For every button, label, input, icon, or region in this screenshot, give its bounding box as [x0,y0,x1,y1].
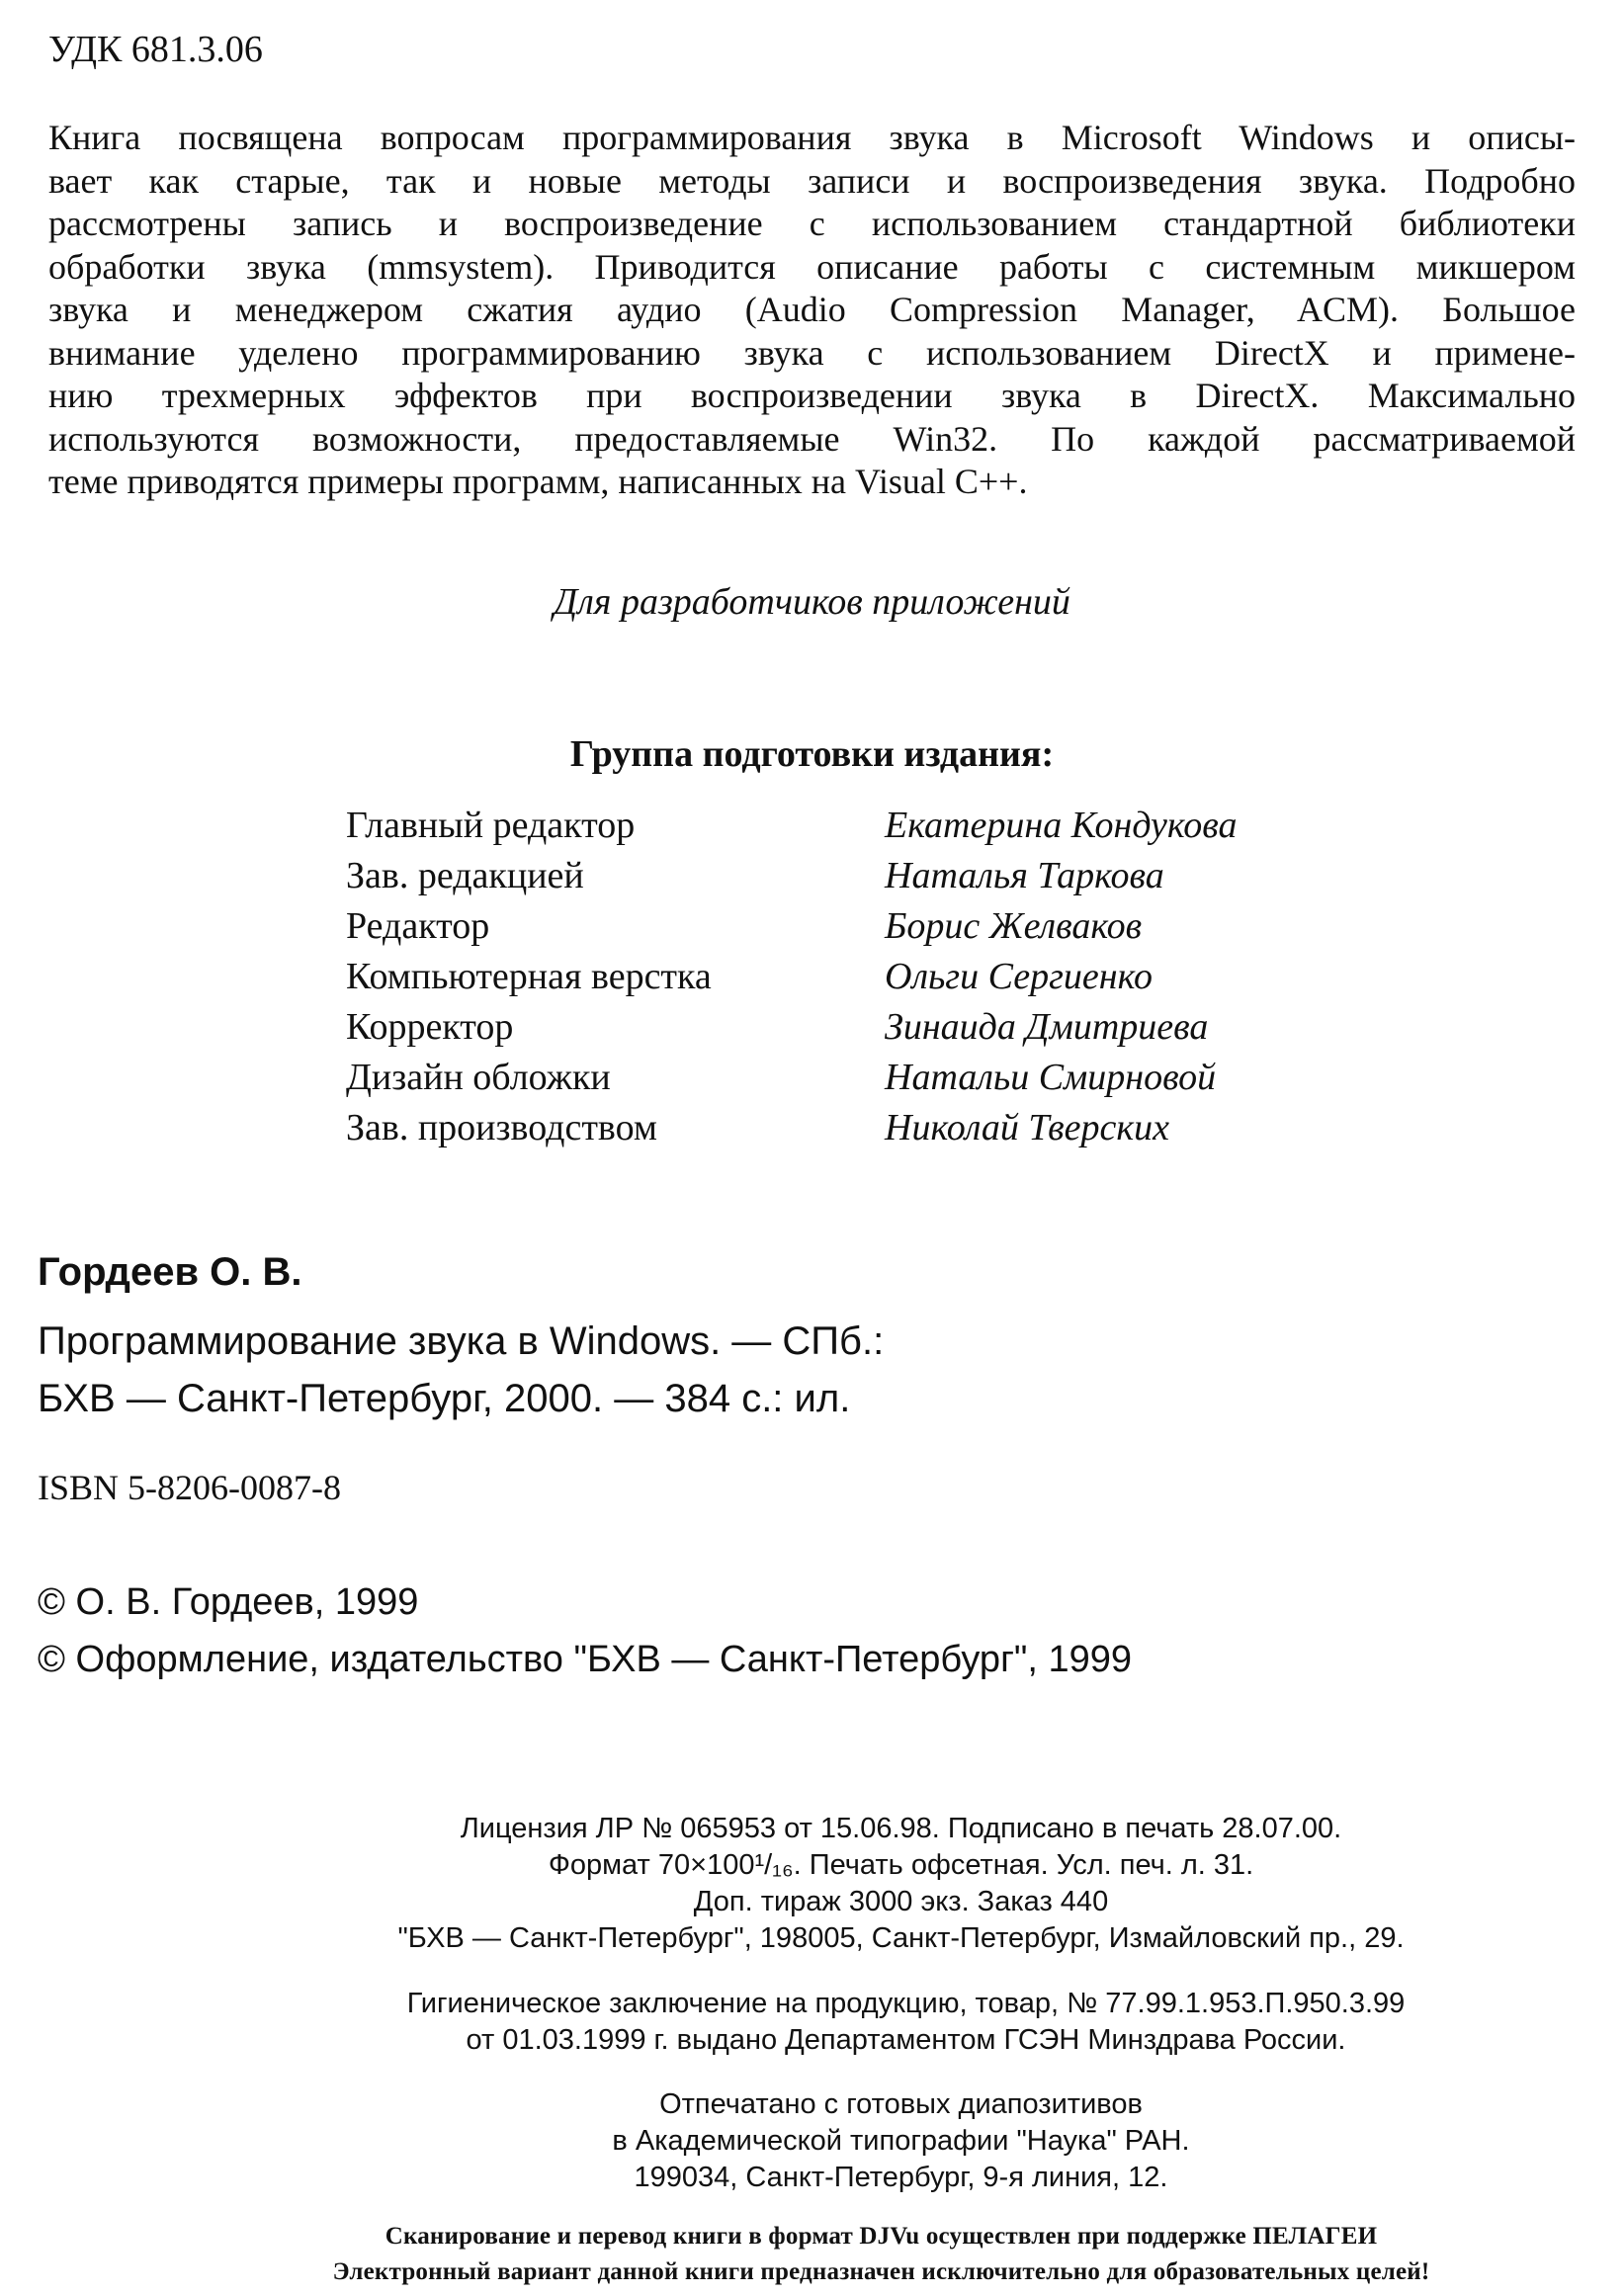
abstract-line: вает как старые, так и новые методы записи и воспроизведения звука. Подробно [48,160,1576,201]
bibliographic-entry [38,1313,884,1427]
print-license-block [0,1811,1624,1957]
team-row [346,854,1334,904]
imprint-line: Лицензия ЛР № 065953 от 15.06.98. Подписано в печать 28.07.00. [460,1813,1342,1844]
copyright-design: © Оформление, издательство "БХВ — Санкт-Петербург", 1999 [38,1639,1133,1680]
team-member-name: Борис Желваков [885,905,1143,947]
team-row [346,1056,1334,1106]
team-member-name: Екатерина Кондукова [885,805,1238,846]
imprint-line: от 01.03.1999 г. выдано Департаментом ГСЭН Минздрава России. [466,2024,1346,2056]
team-member-name: Наталья Таркова [885,855,1164,896]
copyright-author: © О. В. Гордеев, 1999 [38,1581,419,1623]
book-abstract [48,117,1576,504]
team-role: Зав. редакцией [346,855,584,896]
abstract-line: используются возможности, предоставляемые Win32. По каждой рассматриваемой [48,418,1576,459]
team-member-name: Зинаида Дмитриева [885,1006,1209,1048]
team-role: Дизайн обложки [346,1057,611,1098]
team-member-name: Николай Тверских [885,1107,1169,1148]
team-role: Корректор [346,1006,514,1048]
imprint-line: Гигиеническое заключение на продукцию, товар, № 77.99.1.953.П.950.3.99 [406,1988,1406,2019]
team-row [346,804,1334,854]
team-row [346,1106,1334,1156]
scan-note [0,2219,1624,2290]
abstract-line: рассмотрены запись и воспроизведение с использованием стандартной библиотеки [48,204,1576,243]
scan-note-line: Электронный вариант данной книги предназначен исключительно для образовательных целей! [332,2258,1430,2285]
imprint-line: "БХВ — Санкт-Петербург", 198005, Санкт-Петербург, Измайловский пр., 29. [397,1922,1405,1954]
scan-note-line: Сканирование и перевод книги в формат DJVu осуществлен при поддержке ПЕЛАГЕИ [385,2223,1378,2250]
team-row [346,904,1334,955]
team-role: Компьютерная верстка [346,956,712,997]
abstract-line: теме приводятся примеры программ, написанных на Visual C++. [48,462,1028,501]
abstract-line: нию трехмерных эффектов при воспроизведении звука в DirectX. Максимально [48,376,1576,415]
abstract-line: Книга посвящена вопросам программирования звука в Microsoft Windows и описы- [48,118,1576,157]
abstract-line: звука и менеджером сжатия аудио (Audio Compression Manager, ACM). Большое [48,290,1576,329]
imprint-line: Доп. тираж 3000 экз. Заказ 440 [693,1886,1109,1917]
team-list [346,804,1334,1156]
hygiene-certificate-block [0,1986,1624,2059]
imprint-line: 199034, Санкт-Петербург, 9-я линия, 12. [634,2162,1168,2193]
team-role: Зав. производством [346,1107,657,1148]
team-member-name: Ольги Сергиенко [885,956,1153,997]
team-role: Редактор [346,905,490,947]
team-row [346,955,1334,1005]
imprint-line: в Академической типографии "Наука" РАН. [612,2125,1190,2157]
abstract-line: обработки звука (mmsystem). Приводится описание работы с системным микшером [48,246,1576,287]
team-role: Главный редактор [346,805,636,846]
team-row [346,1005,1334,1056]
abstract-line: внимание уделено программированию звука с использованием DirectX и примене- [48,332,1576,373]
imprint-line: Отпечатано с готовых диапозитивов [659,2088,1143,2120]
book-author: Гордеев О. В. [38,1250,302,1294]
udk-code: УДК 681.3.06 [48,29,263,70]
isbn: ISBN 5-8206-0087-8 [38,1468,341,1507]
team-member-name: Натальи Смирновой [885,1057,1217,1098]
imprint-line: Формат 70×100¹/₁₆. Печать офсетная. Усл. печ. л. 31. [548,1849,1254,1881]
target-audience: Для разработчиков приложений [554,581,1070,623]
printing-house-block [0,2086,1624,2196]
copyright-block [38,1573,1132,1688]
bibliographic-publisher-line: БХВ — Санкт-Петербург, 2000. — 384 с.: ил. [38,1377,851,1420]
bibliographic-title-line: Программирование звука в Windows. — СПб.: [38,1319,885,1363]
team-title: Группа подготовки издания: [569,733,1055,775]
